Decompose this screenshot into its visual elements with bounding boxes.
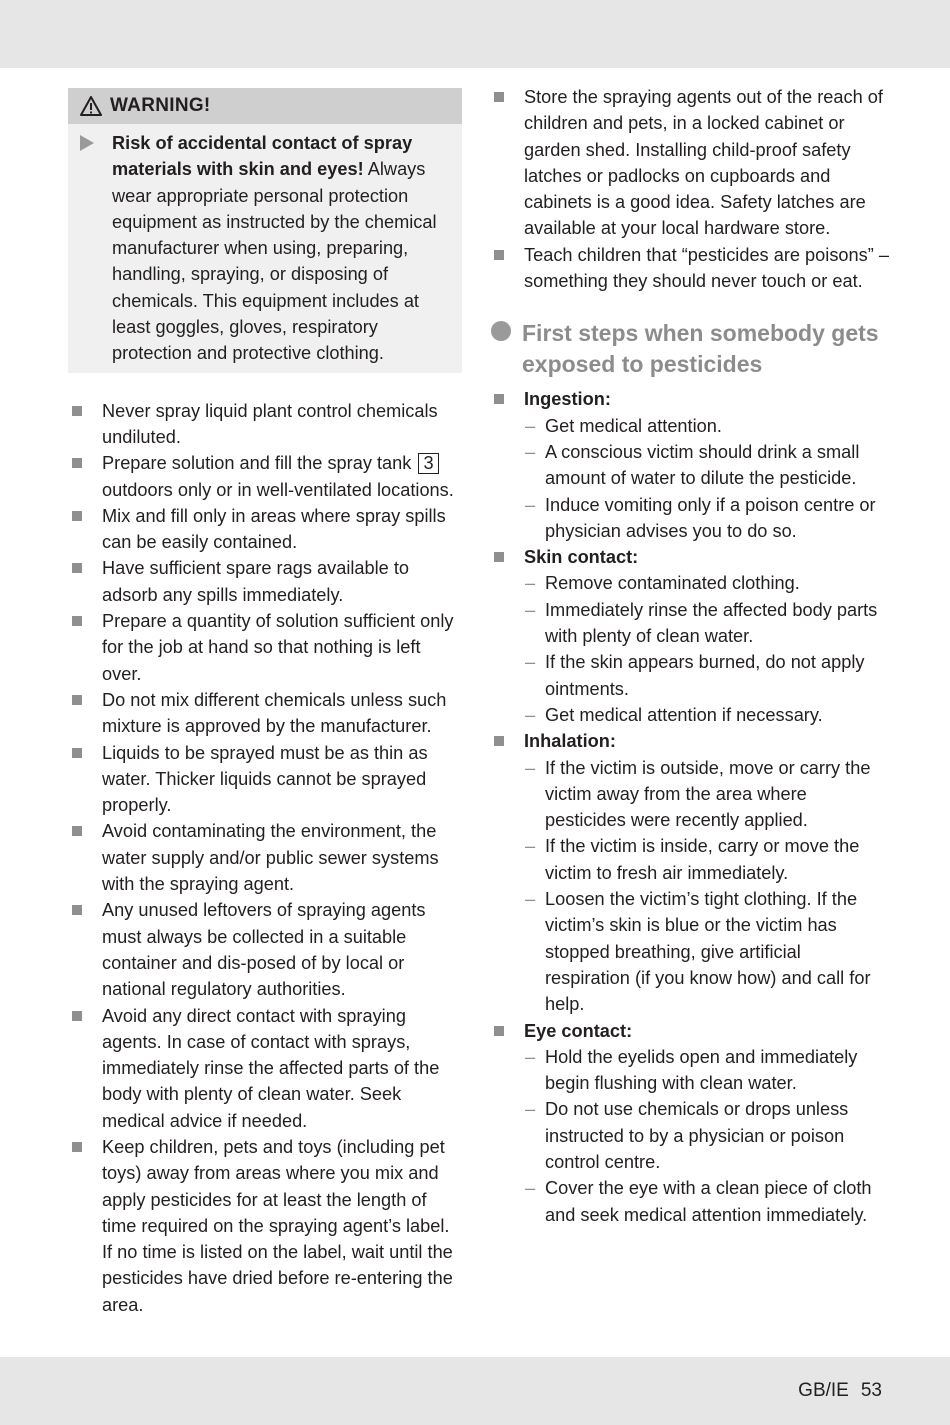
bullet-square-icon — [72, 748, 82, 758]
first-aid-group-skin — [490, 544, 890, 728]
list-item: Any unused leftovers of spraying agents must always be collected in a suitable container and dis-posed of by local or national regulatory authorities. — [68, 897, 464, 1002]
group-heading: Ingestion: — [524, 389, 611, 410]
list-item: – Loosen the victim’s tight clothing. If the victim’s skin is blue or the victim has stopped breathing, give artificial respiration (if you know how) and call for help. — [524, 886, 890, 1017]
section-heading: First steps when somebody gets exposed to pesticides — [490, 318, 890, 380]
dash-icon: – — [525, 599, 536, 620]
bullet-square-icon — [72, 1142, 82, 1152]
list-item: Liquids to be sprayed must be as thin as water. Thicker liquids cannot be sprayed properly. — [68, 740, 464, 819]
page-number: 53 — [860, 1380, 882, 1401]
warning-box — [68, 88, 462, 373]
list-item: Avoid any direct contact with spraying agents. In case of contact with sprays, immediately rinse the affected parts of the body with plenty of clean water. Seek medical advice if needed. — [68, 1003, 464, 1134]
list-item: – If the victim is outside, move or carry the victim away from the area where pesticides were recently applied. — [524, 755, 890, 834]
list-item: Prepare a quantity of solution sufficient only for the job at hand so that nothing is left over. — [68, 608, 464, 687]
warning-title: WARNING! — [110, 94, 211, 116]
list-item: – If the victim is inside, carry or move the victim to fresh air immediately. — [524, 833, 890, 886]
bullet-square-icon — [72, 826, 82, 836]
dash-icon: – — [525, 573, 536, 594]
bullet-square-icon — [72, 1011, 82, 1021]
dash-icon: – — [525, 494, 536, 515]
list-item: – Immediately rinse the affected body parts with plenty of clean water. — [524, 597, 890, 650]
warning-header — [68, 88, 462, 124]
bullet-square-icon — [494, 394, 504, 404]
list-item: Do not mix different chemicals unless such mixture is approved by the manufacturer. — [68, 687, 464, 740]
arrow-right-icon — [80, 135, 94, 151]
list-item: Avoid contaminating the environment, the water supply and/or public sewer systems with the spraying agent. — [68, 818, 464, 897]
bullet-square-icon — [72, 458, 82, 468]
first-aid-list — [490, 386, 890, 1228]
bullet-square-icon — [494, 1026, 504, 1036]
bullet-square-icon — [72, 511, 82, 521]
list-item: – If the skin appears burned, do not apply ointments. — [524, 649, 890, 702]
header-band — [0, 0, 950, 68]
warning-text — [68, 124, 462, 367]
right-column — [490, 84, 890, 1228]
list-item: – Get medical attention. — [524, 413, 890, 439]
bullet-square-icon — [72, 563, 82, 573]
list-item: Have sufficient spare rags available to adsorb any spills immediately. — [68, 555, 464, 608]
dash-icon: – — [525, 652, 536, 673]
dash-icon: – — [525, 757, 536, 778]
spray-tank-ref: 3 — [418, 453, 438, 474]
bullet-square-icon — [72, 406, 82, 416]
group-heading: Inhalation: — [524, 731, 616, 752]
list-item: Prepare solution and fill the spray tank 3 outdoors only or in well-ventilated locations. — [68, 450, 464, 503]
list-item: Teach children that “pesticides are poisons” – something they should never touch or eat. — [490, 242, 890, 295]
list-item: – Hold the eyelids open and immediately begin flushing with clean water. — [524, 1044, 890, 1097]
list-item: – Induce vomiting only if a poison centre or physician advises you to do so. — [524, 492, 890, 545]
list-item: Store the spraying agents out of the reach of children and pets, in a locked cabinet or garden shed. Installing child-proof safety latches or padlocks on cupboards and cabinets is a good idea. Safety latches are available at your local hardware store. — [490, 84, 890, 242]
list-item: Never spray liquid plant control chemicals undiluted. — [68, 398, 464, 451]
bullet-square-icon — [494, 736, 504, 746]
warning-body: Always wear appropriate personal protection equipment as instructed by the chemical manufacturer when using, preparing, handling, spraying, or disposing of chemicals. This equipment includes at least goggles, gloves, respiratory protection and protective clothing. — [112, 159, 437, 364]
dash-icon: – — [525, 1099, 536, 1120]
dash-icon: – — [525, 415, 536, 436]
list-item: – Cover the eye with a clean piece of cloth and seek medical attention immediately. — [524, 1175, 890, 1228]
bullet-square-icon — [494, 552, 504, 562]
region-label: GB/IE — [798, 1380, 849, 1401]
dash-icon: – — [525, 1046, 536, 1067]
list-item: – Remove contaminated clothing. — [524, 570, 890, 596]
group-heading: Eye contact: — [524, 1020, 633, 1041]
warning-triangle-icon — [80, 96, 102, 116]
bullet-square-icon — [72, 905, 82, 915]
list-item: – A conscious victim should drink a small amount of water to dilute the pesticide. — [524, 439, 890, 492]
bullet-square-icon — [494, 92, 504, 102]
safety-list-left — [68, 398, 464, 1318]
warning-lead: Risk of accidental contact of spray materials with skin and eyes! — [112, 133, 413, 180]
group-heading: Skin contact: — [524, 547, 639, 568]
bullet-square-icon — [72, 616, 82, 626]
list-item: Mix and fill only in areas where spray spills can be easily contained. — [68, 503, 464, 556]
first-aid-group-ingestion — [490, 386, 890, 544]
list-item: – Get medical attention if necessary. — [524, 702, 890, 728]
dash-icon: – — [525, 704, 536, 725]
page-footer — [798, 1380, 882, 1402]
bullet-square-icon — [72, 695, 82, 705]
safety-list-right — [490, 84, 890, 294]
list-item: Keep children, pets and toys (including pet toys) away from areas where you mix and apply pesticides for at least the length of time required on the spraying agent’s label. If no time is listed on the label, wait until the pesticides have dried before re-entering the area. — [68, 1134, 464, 1318]
dash-icon: – — [525, 441, 536, 462]
dash-icon: – — [525, 889, 536, 910]
first-aid-group-inhalation — [490, 728, 890, 1017]
dash-icon: – — [525, 1178, 536, 1199]
left-column — [68, 88, 464, 1318]
bullet-circle-icon — [491, 321, 511, 341]
dash-icon: – — [525, 836, 536, 857]
first-aid-group-eye — [490, 1018, 890, 1228]
bullet-square-icon — [494, 250, 504, 260]
list-item: – Do not use chemicals or drops unless instructed to by a physician or poison control centre. — [524, 1096, 890, 1175]
